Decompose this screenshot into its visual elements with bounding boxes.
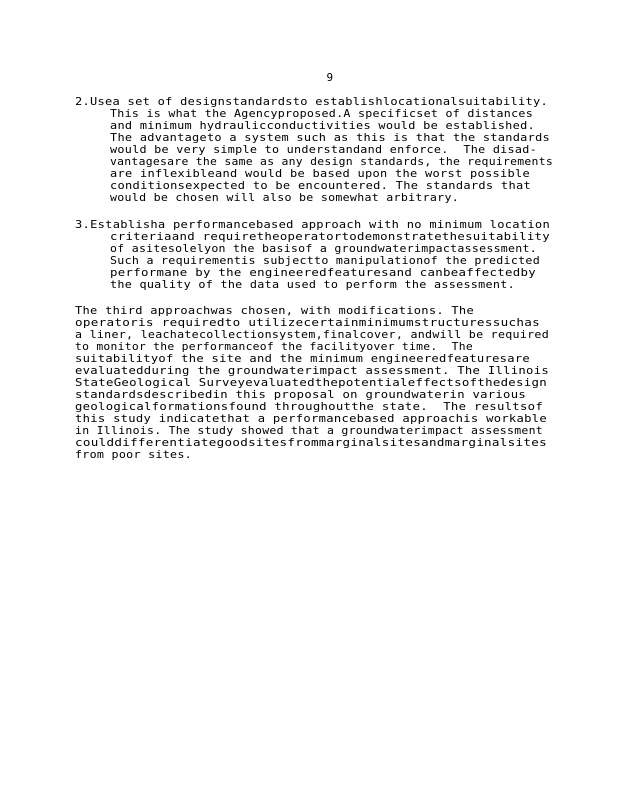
item-2-line: The advantageto a system such as this is that the standards [110,132,550,144]
conclusion-line: this study indicatethat a performancebased approachis workable [75,413,547,425]
item-2-line: conditionsexpected to be encountered. The standards that [110,180,531,192]
conclusion-line: to monitor the performanceof the facilityover time. The [75,341,474,353]
conclusion-line: suitabilityof the site and the minimum engineeredfeaturesare [75,353,530,365]
item-2-line: vantagesare the same as any design standards, the requirements [110,156,553,168]
conclusion-line: The third approachwas chosen, with modifications. The [75,305,475,317]
item-3-line: Such a requirementis subjectto manipulationof the predicted [110,255,540,267]
item-3-line: 3.Establisha performancebased approach with no minimum location [75,219,550,231]
conclusion-line: coulddifferentiategoodsitesfrommarginalsitesandmarginalsites [75,437,547,449]
page-number: 9 [326,71,334,84]
item-2-line: are inflexibleand would be based upon the worst possible [110,168,530,180]
item-3-line: of asitesolelyon the basisof a groundwaterimpactassessment. [110,243,537,255]
item-2-line: This is what the Agencyproposed.A specificset of distances [110,108,533,120]
conclusion-line: evaluatedduring the groundwaterimpact assessment. The Illinois [75,365,549,377]
conclusion-line: from poor sites. [75,449,192,461]
item-3-line: criteriaand requiretheoperatortodemonstratethesuitability [110,231,550,243]
item-2-line: 2.Usea set of designstandardsto establishlocationalsuitability. [75,96,548,108]
item-2-line: and minimum hydraulicconductivities would be established. [110,120,535,132]
item-3-line: the quality of the data used to perform the assessment. [110,279,515,291]
item-3-line: performane by the engineeredfeaturesand canbeaffectedby [110,267,536,279]
conclusion-line: geologicalformationsfound throughoutthe state. The resultsof [75,401,543,413]
conclusion-line: operatoris requiredto utilizecertainminimumstructuressuchas [75,317,540,329]
item-2-line: would be very simple to understandand enforce. The disad- [110,144,537,156]
conclusion-line: StateGeological Surveyevaluatedthepotentialeffectsofthedesign [75,377,547,389]
item-2-line: would be chosen will also be somewhat arbitrary. [110,192,459,204]
conclusion-line: standardsdescribedin this proposal on groundwaterin various [75,389,526,401]
conclusion-line: a liner, leachatecollectionsystem,finalcover, andwill be required [75,329,549,341]
conclusion-line: in Illinois. The study showed that a groundwaterimpact assessment [75,425,543,437]
